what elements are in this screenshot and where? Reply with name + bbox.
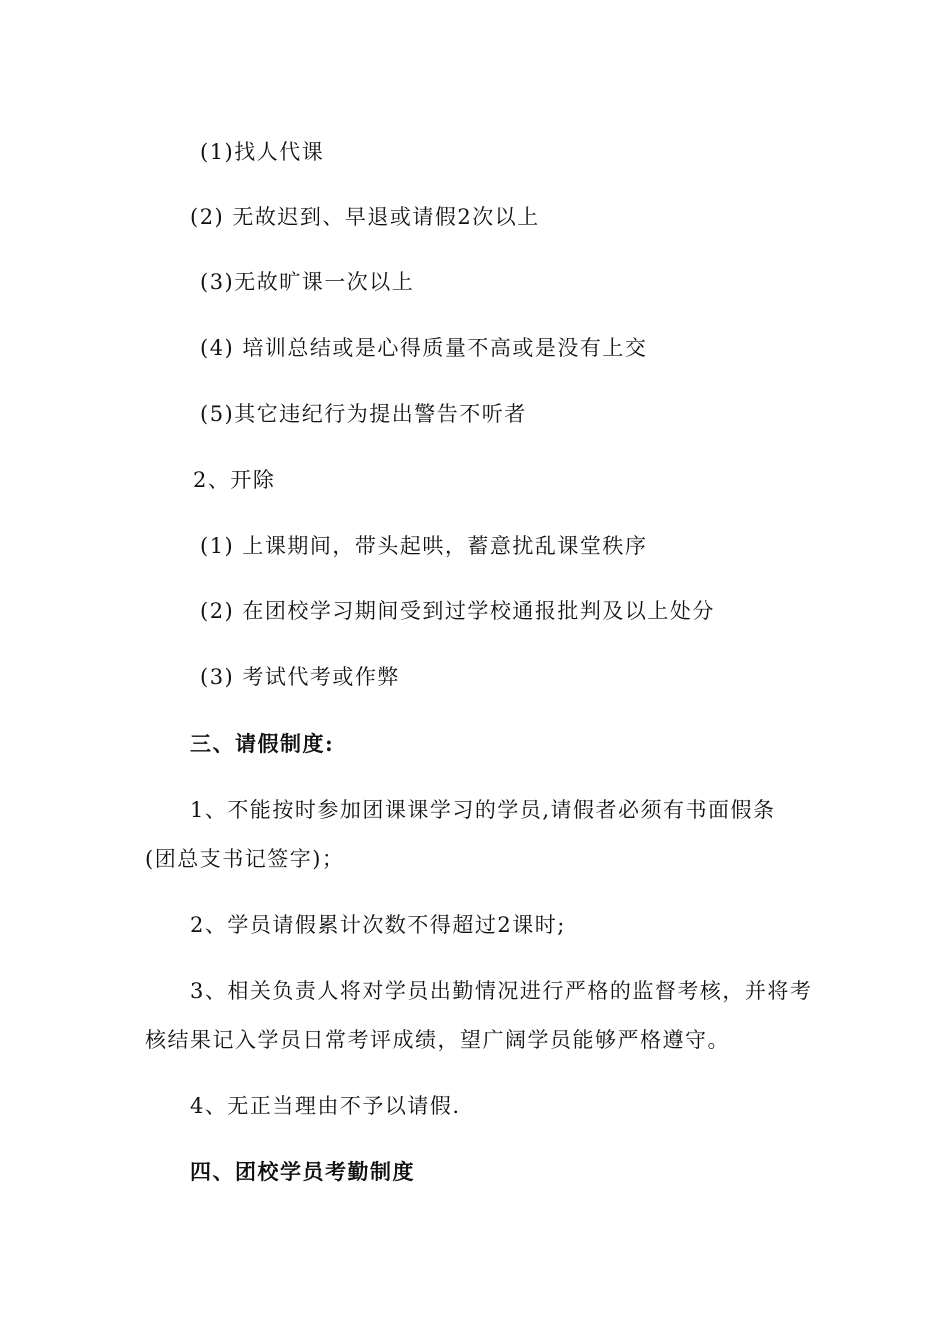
section-heading-attendance: 四、团校学员考勤制度: [190, 1159, 415, 1184]
item-line-5: (5)其它违纪行为提出警告不听者: [200, 402, 527, 426]
paragraph-line-3: 2、学员请假累计次数不得超过2课时;: [190, 913, 566, 937]
paragraph-line-2: (团总支书记签字)；: [145, 847, 345, 871]
item-line-6: (1) 上课期间，带头起哄，蓄意扰乱课堂秩序: [200, 534, 648, 558]
item-line-4: (4) 培训总结或是心得质量不高或是没有上交: [200, 336, 648, 360]
paragraph-line-6: 4、无正当理由不予以请假.: [190, 1094, 461, 1118]
subsection-expulsion: 2、开除: [193, 468, 276, 492]
item-line-3: (3)无故旷课一次以上: [200, 270, 415, 294]
paragraph-line-1: 1、不能按时参加团课课学习的学员,请假者必须有书面假条: [190, 798, 776, 822]
item-line-2: (2) 无故迟到、早退或请假2次以上: [190, 205, 540, 229]
item-line-7: (2) 在团校学习期间受到过学校通报批判及以上处分: [200, 599, 715, 623]
item-line-8: (3) 考试代考或作弊: [200, 665, 400, 689]
paragraph-line-5: 核结果记入学员日常考评成绩，望广阔学员能够严格遵守。: [145, 1028, 730, 1052]
section-heading-leave: 三、请假制度:: [190, 731, 335, 756]
paragraph-line-4: 3、相关负责人将对学员出勤情况进行严格的监督考核，并将考: [190, 979, 813, 1003]
item-line-1: (1)找人代课: [200, 140, 325, 164]
